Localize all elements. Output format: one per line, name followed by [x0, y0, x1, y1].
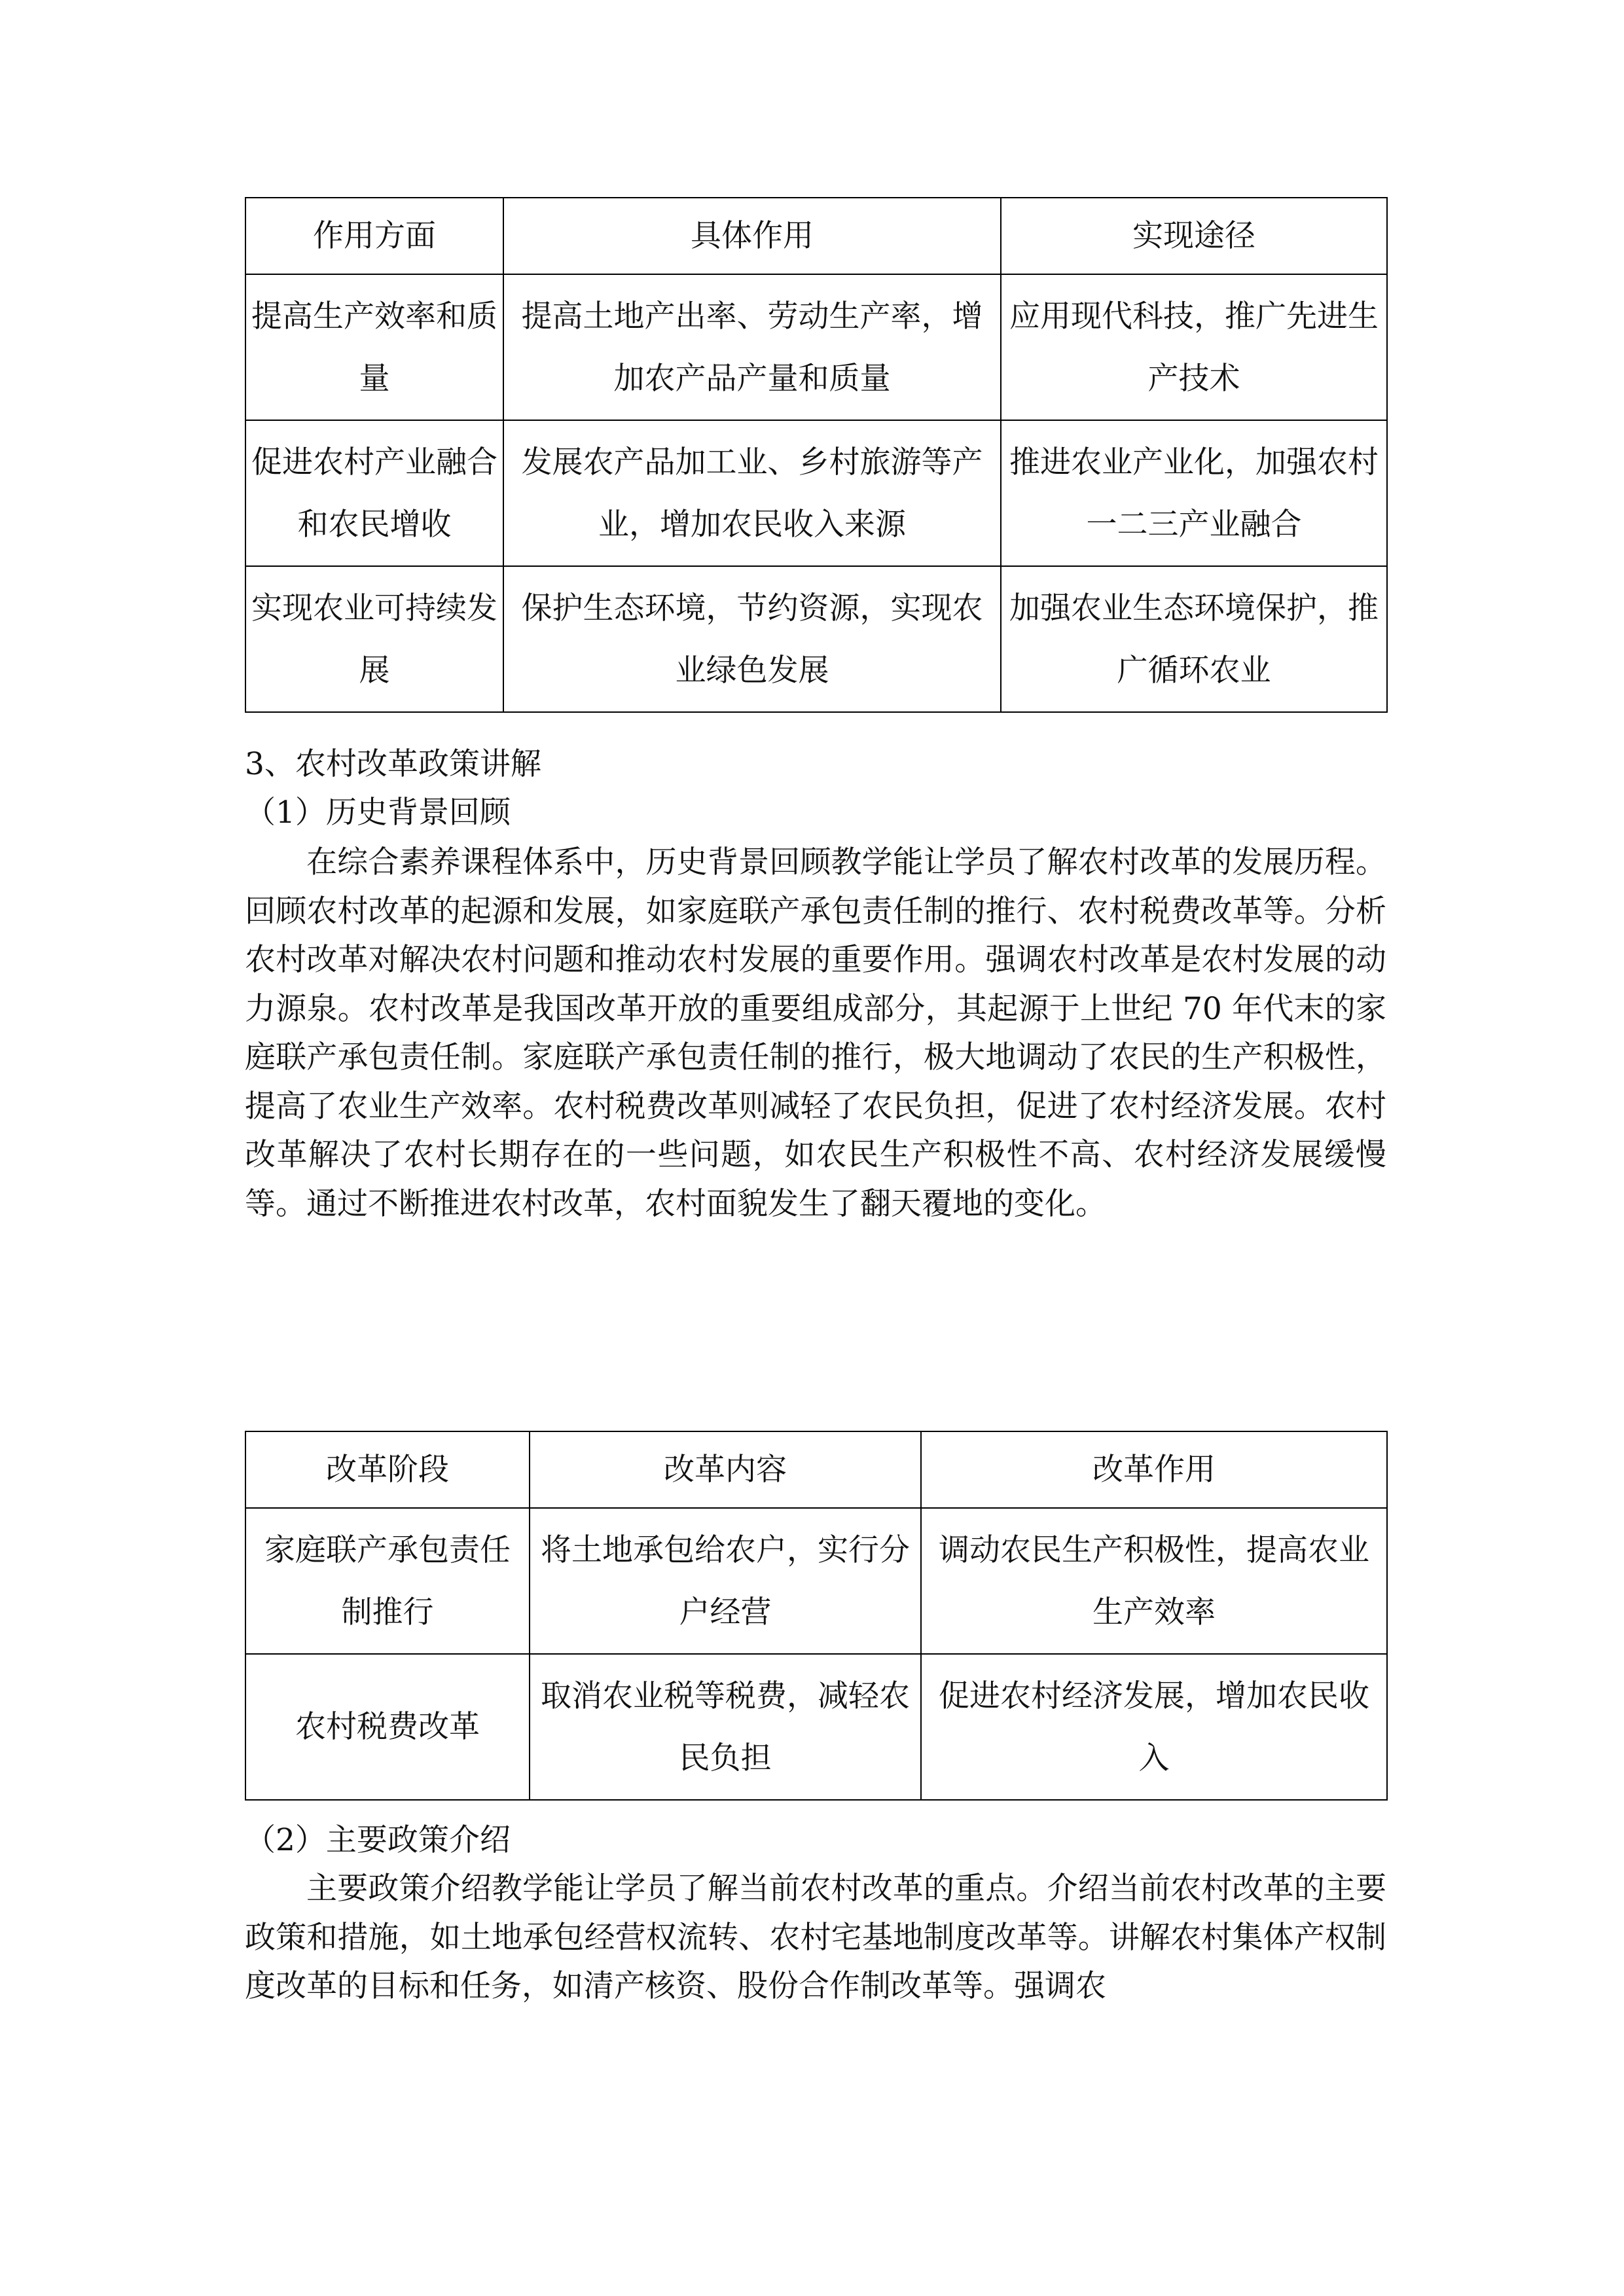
- table-header-cell: 改革阶段: [245, 1431, 530, 1508]
- table-row: [245, 274, 1387, 420]
- table-cell: 发展农产品加工业、乡村旅游等产业，增加农民收入来源: [503, 420, 1001, 566]
- table-row: [245, 420, 1387, 566]
- table-cell: 提高土地产出率、劳动生产率，增加农产品产量和质量: [503, 274, 1001, 420]
- subsection-heading-policy: （2）主要政策介绍: [245, 1822, 511, 1858]
- table-header-cell: 实现途径: [1001, 198, 1387, 274]
- table-cell: 取消农业税等税费，减轻农民负担: [530, 1654, 921, 1800]
- agriculture-role-table: [245, 197, 1388, 713]
- table-cell: 保护生态环境，节约资源，实现农业绿色发展: [503, 566, 1001, 712]
- table-cell: 将土地承包给农户，实行分户经营: [530, 1508, 921, 1654]
- table-row: [245, 1508, 1387, 1654]
- subsection-heading-history: （1）历史背景回顾: [245, 795, 511, 831]
- history-paragraph: 在综合素养课程体系中，历史背景回顾教学能让学员了解农村改革的发展历程。回顾农村改革的起源和发展，如家庭联产承包责任制的推行、农村税费改革等。分析农村改革对解决农村问题和推动农村发展的重要作用。强调农村改革是农村发展的动力源泉。农村改革是我国改革开放的重要组成部分，其起源于上世纪 70 年代末的家庭联产承包责任制。家庭联产承包责任制的推行，极大地调动了农民的生产积极性，提高了农业生产效率。农村税费改革则减轻了农民负担，促进了农村经济发展。农村改革解决了农村长期存在的一些问题，如农民生产积极性不高、农村经济发展缓慢等。通过不断推进农村改革，农村面貌发生了翻天覆地的变化。: [245, 844, 1386, 1222]
- policy-paragraph: 主要政策介绍教学能让学员了解当前农村改革的重点。介绍当前农村改革的主要政策和措施，如土地承包经营权流转、农村宅基地制度改革等。讲解农村集体产权制度改革的目标和任务，如清产核资、股份合作制改革等。强调农: [245, 1871, 1386, 2004]
- table-cell: 推进农业产业化，加强农村一二三产业融合: [1001, 420, 1387, 566]
- table-row: [245, 1654, 1387, 1800]
- table-cell: 加强农业生态环境保护，推广循环农业: [1001, 566, 1387, 712]
- table-cell: 促进农村经济发展，增加农民收入: [921, 1654, 1387, 1800]
- table-header-row: [245, 198, 1387, 274]
- table-cell: 调动农民生产积极性，提高农业生产效率: [921, 1508, 1387, 1654]
- section-heading: 3、农村改革政策讲解: [245, 746, 541, 782]
- table-cell: 实现农业可持续发展: [245, 566, 503, 712]
- table-header-cell: 改革内容: [530, 1431, 921, 1508]
- table-cell: 农村税费改革: [245, 1654, 530, 1800]
- table-header-row: [245, 1431, 1387, 1508]
- table-cell: 提高生产效率和质量: [245, 274, 503, 420]
- table-row: [245, 566, 1387, 712]
- table-cell: 家庭联产承包责任制推行: [245, 1508, 530, 1654]
- table-header-cell: 改革作用: [921, 1431, 1387, 1508]
- table-cell: 应用现代科技，推广先进生产技术: [1001, 274, 1387, 420]
- reform-stage-table: [245, 1431, 1388, 1801]
- table-cell: 促进农村产业融合和农民增收: [245, 420, 503, 566]
- table-header-cell: 具体作用: [503, 198, 1001, 274]
- table-header-cell: 作用方面: [245, 198, 503, 274]
